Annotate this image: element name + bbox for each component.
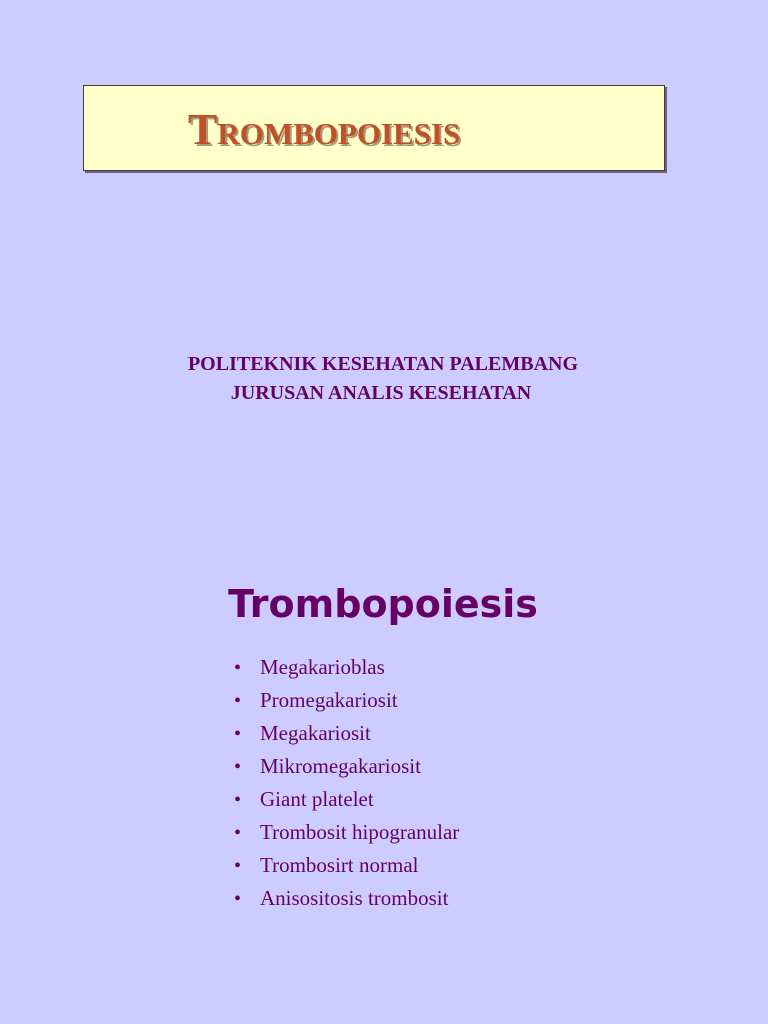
stage-label: Anisositosis trombosit [260, 886, 449, 910]
stage-label: Promegakariosit [260, 688, 398, 712]
stage-label: Megakariosit [260, 721, 371, 745]
stage-item [234, 684, 459, 717]
stage-item [234, 717, 459, 750]
stage-label: Trombosirt normal [260, 853, 419, 877]
bullet-icon: • [234, 690, 242, 712]
stage-item [234, 849, 459, 882]
stage-label: Giant platelet [260, 787, 374, 811]
title-box [83, 85, 665, 171]
institution-name: POLITEKNIK KESEHATAN PALEMBANG [187, 353, 579, 375]
stage-list [234, 651, 459, 915]
section-heading: Trombopoiesis [228, 582, 538, 626]
stage-item [234, 783, 459, 816]
department-name: JURUSAN ANALIS KESEHATAN [230, 382, 532, 404]
bullet-icon: • [234, 888, 242, 910]
bullet-icon: • [234, 855, 242, 877]
stage-label: Mikromegakariosit [260, 754, 421, 778]
stage-item [234, 750, 459, 783]
slide-title: Trombopoiesis [188, 105, 461, 154]
stage-item [234, 882, 459, 915]
stage-label: Trombosit hipogranular [260, 820, 460, 844]
bullet-icon: • [234, 789, 242, 811]
stage-item [234, 651, 459, 684]
stage-label: Megakarioblas [260, 655, 385, 679]
stage-item [234, 816, 459, 849]
bullet-icon: • [234, 723, 242, 745]
bullet-icon: • [234, 756, 242, 778]
bullet-icon: • [234, 657, 242, 679]
bullet-icon: • [234, 822, 242, 844]
